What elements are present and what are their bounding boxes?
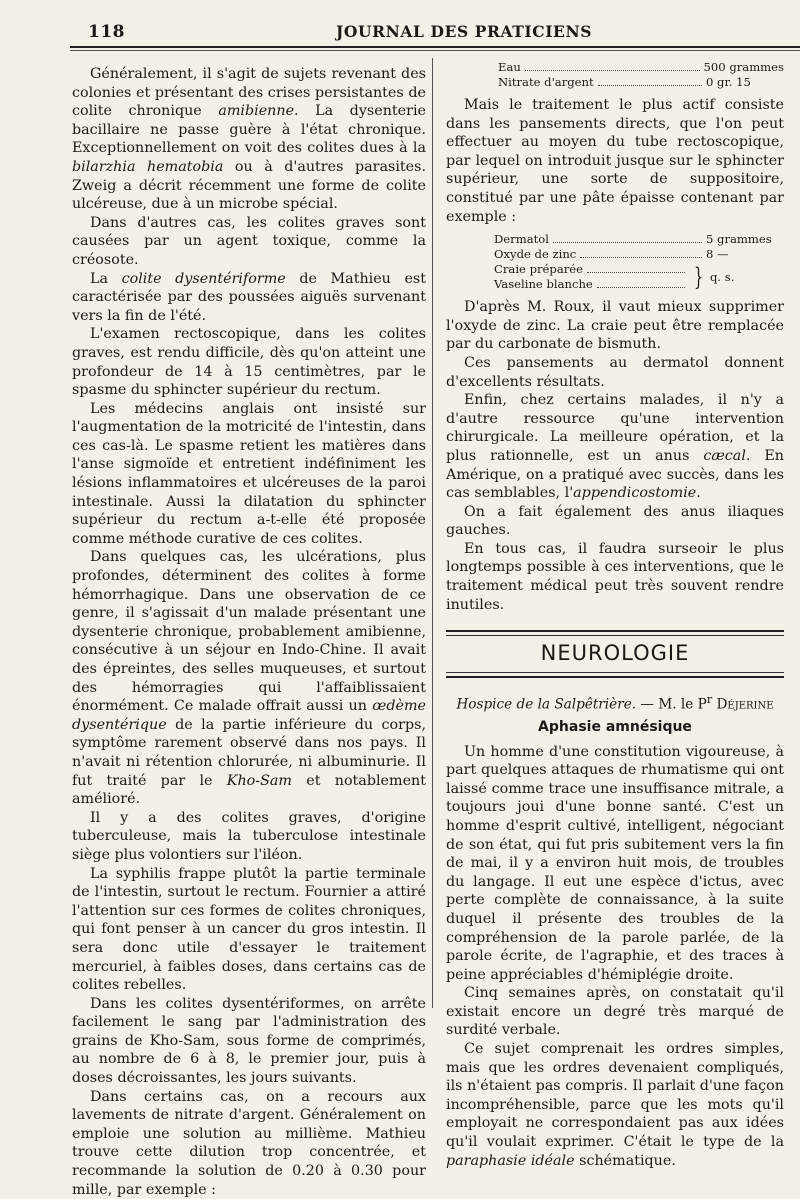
paragraph: D'après M. Roux, il vaut mieux supprimer l'oxyde de zinc. La craie peut être remplacée par du carbonate de bismuth.: [446, 299, 784, 353]
paragraph: Ce sujet comprenait les ordres simples, mais que les ordres devenaient compliqués, ils n'étaient pas compris. Il parlait d'une façon incompréhensible, parce que les mots qu'il employait ne correspondaient pas aux idées qu'il voulait exprimer. C'était le type de la paraphasie idéale schématique.: [446, 1041, 784, 1169]
recipe-row: Eau 500 grammes: [498, 60, 784, 74]
header-rule: [70, 46, 800, 48]
paragraph: En tous cas, il faudra surseoir le plus longtemps possible à ces interventions, que le traitement médical peut très souvent rendre inutiles.: [446, 540, 784, 613]
hospice-byline: Hospice de la Salpêtrière. — M. le $P^r$ Déjerine: [456, 691, 774, 713]
recipe-row: Craie préparée: [494, 262, 689, 277]
leader-dots: [525, 70, 700, 71]
paragraph: Mais le traitement le plus actif consiste dans les pansements directs, que l'on peut effectuer au moyen du tube rectoscopique, par lequel on introduit jusque sur le sphincter supérieur, une sorte de suppositoire, constitué par une pâte épaisse contenant par exemple :: [446, 97, 784, 225]
paragraph: Dans quelques cas, les ulcérations, plus profondes, déterminent des colites à forme hémorrhagique. Dans une observation de ce genre, il s'agissait d'un malade présentant une dysenterie chronique, probablement amibienne, consécutive à un séjour en Indo-Chine. Il avait des épreintes, des selles muqueuses, et surtout des hémorragies qui l'affaiblissaient énormément. Ce malade offrait aussi un œdème dysentérique de la partie inférieure du corps, symptôme rarement observé dans nos pays. Il n'avait ni rétention chlorurée, ni albuminurie. Il fut traité par le Kho-Sam et notablement amélioré.: [72, 549, 426, 808]
recipe-row: Vaseline blanche: [494, 277, 689, 292]
paragraph: Ces pansements au dermatol donnent d'excellents résultats.: [446, 354, 784, 390]
leader-dots: [580, 257, 702, 258]
section-heading-box: [446, 630, 784, 678]
leader-dots: [598, 85, 702, 86]
paragraph: Dans d'autres cas, les colites graves sont causées par un agent toxique, comme la créosote.: [72, 214, 426, 268]
left-column: [72, 65, 426, 1199]
paragraph: Dans certains cas, on a recours aux lavements de nitrate d'argent. Généralement on emploie une solution au millième. Mathieu trouve cette dilution trop concentrée, et recommande la solution de 0.20 à 0.30 pour mille, par exemple :: [72, 1088, 426, 1198]
paragraph: Enfin, chez certains malades, il n'y a d'autre ressource qu'une intervention chirurgicale. La meilleure opération, et la plus rationnelle, est un anus cæcal. En Amérique, on a pratiqué avec succès, dans les cas semblables, l'appendicostomie.: [446, 392, 784, 502]
header-rule-thin: [70, 50, 800, 51]
article-subheading: Aphasie amnésique: [538, 718, 692, 735]
paragraph: Un homme d'une constitution vigoureuse, à part quelques attaques de rhumatisme qui ont laissé comme trace une insuffisance mitrale, a toujours joui d'une bonne santé. C'est un homme d'esprit cultivé, intelligent, négociant de son état, qui fut pris subitement vers la fin de mai, il y a environ huit mois, de troubles du langage. Il eut une espèce d'ictus, avec perte complète de connaissance, à la suite duquel il présente des troubles de la compréhension de la parole parlée, de la parole écrite, de l'agraphie, et des traces à peine appréciables d'hémiplégie droite.: [446, 743, 784, 983]
column-divider: [432, 58, 433, 1008]
page-header: [0, 0, 800, 50]
recipe-brace-group: Craie préparée Vaseline blanche } q. s.: [494, 262, 735, 292]
recipe-row: Nitrate d'argent 0 gr. 15: [498, 75, 751, 89]
paragraph: L'examen rectoscopique, dans les colites graves, est rendu difficile, dès qu'on atteint une profondeur de 14 à 15 centimètres, par le spasme du sphincter supérieur du rectum.: [72, 326, 426, 399]
paragraph: La syphilis frappe plutôt la partie terminale de l'intestin, surtout le rectum. Fournier a attiré l'attention sur ces formes de colites chroniques, qui font penser à un cancer du gros intestin. Il sera donc utile d'essayer le traitement mercuriel, à faibles doses, dans certains cas de colites rebelles.: [72, 865, 426, 994]
right-column: [446, 60, 784, 1170]
paragraph: Généralement, il s'agit de sujets revenant des colonies et présentant des crises persistantes de colite chronique amibienne. La dysenterie bacillaire ne passe guère à l'état chronique. Exceptionnellement on voit des colites dues à la bilarzhia hematobia ou à d'autres parasites. Zweig a décrit récemment une forme de colite ulcéreuse, due à un microbe spécial.: [72, 66, 426, 213]
paragraph: On a fait également des anus iliaques gauches.: [446, 503, 784, 539]
paragraph: Il y a des colites graves, d'origine tuberculeuse, mais la tuberculose intestinale siège plus volontiers sur l'iléon.: [72, 809, 426, 863]
recipe-suppository: [446, 232, 784, 292]
paragraph: Dans les colites dysentériformes, on arrête facilement le sang par l'administration des grains de Kho-Sam, sous forme de comprimés, au nombre de 6 à 8, le premier jour, puis à doses décroissantes, les jours suivants.: [72, 995, 426, 1087]
brace-symbol: }: [693, 263, 703, 292]
recipe-silver-nitrate: [446, 60, 784, 90]
leader-dots: [553, 242, 702, 243]
leader-dots: [597, 287, 685, 288]
paragraph: Les médecins anglais ont insisté sur l'augmentation de la motricité de l'intestin, dans ces cas-là. Le spasme retient les matières dans l'anse sigmoïde et entretient indéfiniment les lésions inflammatoires et ulcéreuses de la paroi intestinale. Aussi la dilatation du sphincter supérieur du rectum a-t-elle été proposée comme méthode curative de ces colites.: [72, 400, 426, 547]
leader-dots: [587, 272, 685, 273]
page-number: 118: [88, 22, 125, 42]
running-title: JOURNAL DES PRATICIENS: [336, 22, 593, 41]
recipe-row: Oxyde de zinc 8 —: [494, 247, 729, 262]
recipe-row: Dermatol 5 grammes: [494, 232, 772, 247]
section-title: NEUROLOGIE: [540, 641, 690, 666]
paragraph: Cinq semaines après, on constatait qu'il existait encore un degré très marqué de surdité verbale.: [446, 985, 784, 1039]
paragraph: La colite dysentériforme de Mathieu est caractérisée par des poussées aiguës survenant vers la fin de l'été.: [72, 270, 427, 324]
